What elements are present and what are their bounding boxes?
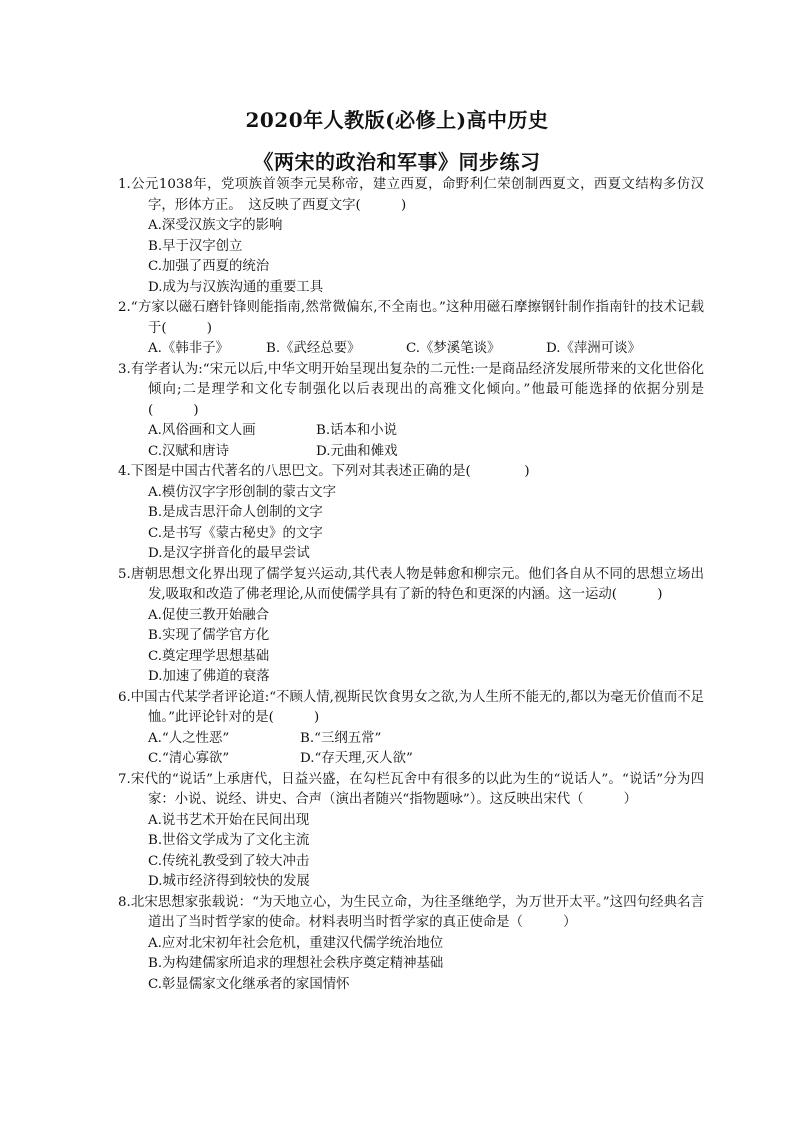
option-a: A.说书艺术开始在民间出现 <box>148 812 310 828</box>
option-row <box>118 442 704 463</box>
option-c: C.是书写《蒙古秘史》的文字 <box>148 525 323 541</box>
question-7 <box>118 770 704 893</box>
option-d: D.城市经济得到较快的发展 <box>148 874 310 889</box>
option-a: A.促使三教开始融合 <box>148 607 270 623</box>
option-c: C.汉赋和唐诗 <box>148 443 229 459</box>
option-a: A.风俗画和文人画 <box>148 423 256 438</box>
option-d: D.成为与汉族沟通的重要工具 <box>148 279 324 295</box>
question-stem: 6.中国古代某学者评论道:“不顾人情,视斯民饮食男女之欲,为人生所不能无的,都以为毫无价值而不足恤。”此评论针对的是( ) <box>118 689 704 725</box>
option-row <box>118 421 704 442</box>
option-c: C.奠定理学思想基础 <box>148 648 270 664</box>
option-b: B.早于汉字创立 <box>148 238 243 254</box>
option-b: B.是成吉思汗命人创制的文字 <box>148 505 323 520</box>
option-b: B.话本和小说 <box>316 423 398 438</box>
question-stem: 2.“方家以磁石磨针锋则能指南,然常微偏东,不全南也。”这种用磁石摩擦钢针制作指南针的技术记载于( ) <box>118 300 704 336</box>
document-title: 2020年人教版(必修上)高中历史 <box>245 108 549 132</box>
option-a: A.深受汉族文字的影响 <box>148 218 283 233</box>
question-1 <box>118 175 704 298</box>
option-c: C.“清心寡欲” <box>148 751 230 766</box>
document-subtitle: 《两宋的政治和军事》同步练习 <box>253 150 541 174</box>
option-d: D.《萍洲可谈》 <box>546 341 641 356</box>
question-stem: 4.下图是中国古代著名的八思巴文。下列对其表述正确的是( ) <box>118 464 530 479</box>
question-6 <box>118 688 704 770</box>
option-row <box>118 749 704 770</box>
option-row <box>118 339 704 360</box>
option-d: D.加速了佛道的衰落 <box>148 669 270 684</box>
option-d: D.元曲和傩戏 <box>316 443 398 459</box>
question-4 <box>118 462 704 565</box>
option-c: C.《梦溪笔谈》 <box>406 341 501 356</box>
question-stem: 3.有学者认为:“宋元以后,中华文明开始呈现出复杂的二元性:一是商品经济发展所带来的文化世俗化倾向;二是理学和文化专制强化以后表现出的高雅文化倾向。”他最可能选择的依据分别是( ) <box>118 361 704 418</box>
option-c: C.加强了西夏的统治 <box>148 259 270 274</box>
question-stem: 1.公元1038年，党项族首领李元昊称帝，建立西夏，命野利仁荣创制西夏文，西夏文结构多仿汉字，形体方正。 这反映了西夏文字( ) <box>118 177 704 213</box>
option-b: B.世俗文学成为了文化主流 <box>148 833 310 848</box>
question-list <box>118 175 704 995</box>
question-stem: 8.北宋思想家张载说：“为天地立心，为生民立命，为往圣继绝学，为万世开太平。”这四句经典名言道出了当时哲学家的使命。材料表明当时哲学家的真正使命是（ ） <box>118 894 704 930</box>
question-stem: 5.唐朝思想文化界出现了儒学复兴运动,其代表人物是韩愈和柳宗元。他们各自从不同的思想立场出发,吸取和改造了佛老理论,从而使儒学具有了新的特色和更深的内涵。这一运动( ) <box>118 566 704 602</box>
question-stem: 7.宋代的“说话”上承唐代，日益兴盛，在勾栏瓦舍中有很多的以此为生的“说话人”。“说话”分为四家：小说、说经、讲史、合声（演出者随兴“指物题咏”）。这反映出宋代（ ） <box>118 771 704 807</box>
option-b: B.《武经总要》 <box>266 341 361 356</box>
option-a: A.应对北宋初年社会危机，重建汉代儒学统治地位 <box>148 935 444 951</box>
question-2 <box>118 298 704 360</box>
option-a: A.“人之性恶” <box>148 730 230 746</box>
option-c: C.传统礼教受到了较大冲击 <box>148 853 310 869</box>
question-5 <box>118 565 704 688</box>
option-a: A.《韩非子》 <box>148 341 229 356</box>
option-d: D.是汉字拼音化的最早尝试 <box>148 546 310 561</box>
option-b: B.“三纲五常” <box>300 730 382 746</box>
option-c: C.彰显儒家文化继承者的家国情怀 <box>148 976 350 992</box>
option-a: A.模仿汉字字形创制的蒙古文字 <box>148 484 337 500</box>
option-d: D.“存天理,灭人欲” <box>300 751 413 766</box>
option-row <box>118 729 704 750</box>
question-8 <box>118 893 704 996</box>
question-3 <box>118 360 704 463</box>
option-b: B.实现了儒学官方化 <box>148 628 270 643</box>
option-b: B.为构建儒家所追求的理想社会秩序奠定精神基础 <box>148 956 444 971</box>
